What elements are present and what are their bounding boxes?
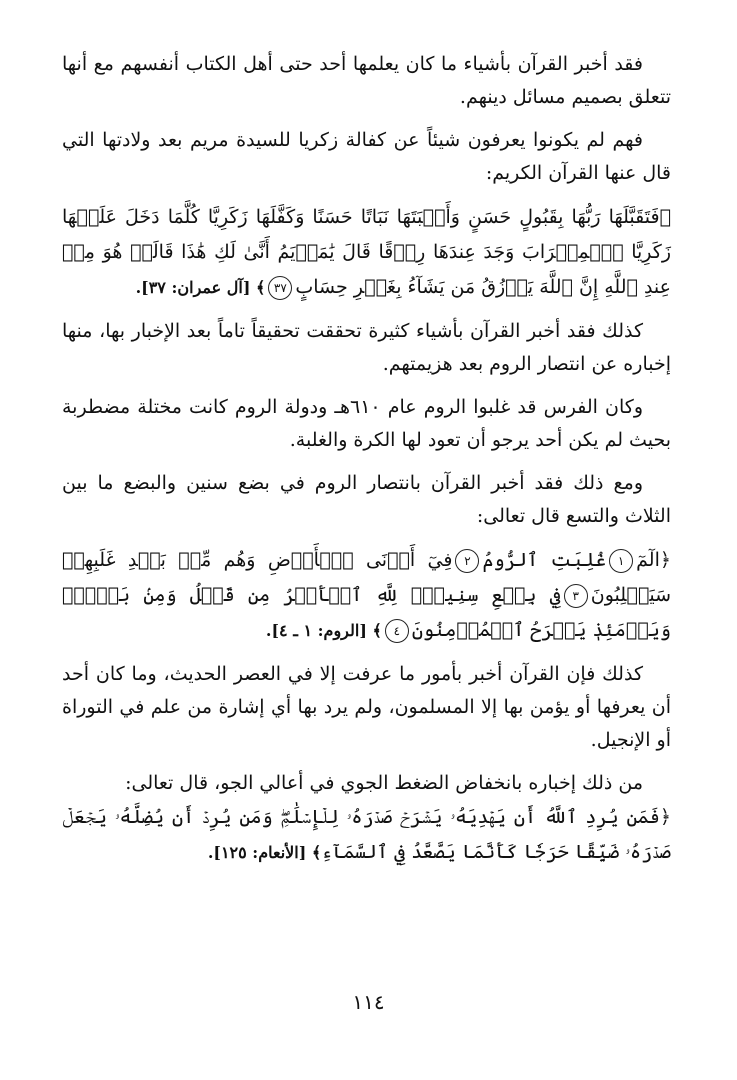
paragraph-7 — [62, 767, 671, 800]
paragraph-1-text: فقد أخبر القرآن بأشياء ما كان يعلمها أحد حتى أهل الكتاب أنفسهم مع أنها تتعلق بصميم مسائل دينهم. — [62, 53, 671, 108]
verse-2-reference: ﴾ [الروم: ١ ـ ٤]. — [265, 621, 382, 640]
paragraph-4-text: وكان الفرس قد غلبوا الروم عام ٦١٠هـ ودولة الروم كانت مختلة مضطربة بحيث لم يكن أحد يرجو أن تعود لها الكرة والغلبة. — [62, 396, 671, 451]
verse-3-text: ﴿فَمَن يُرِدِ ٱللَّهُ أَن يَهۡدِيَهُۥ يَشۡرَحۡ صَدۡرَهُۥ لِلۡإِسۡلَٰمِۖ وَمَن يُرِدۡ أَن يُضِلَّهُۥ يَجۡعَلۡ صَدۡرَهُۥ ضَيِّقًا حَرَجٗا كَأَنَّمَا يَصَّعَّدُ فِي ٱلسَّمَآءِ — [62, 806, 671, 863]
paragraph-6 — [62, 658, 671, 757]
ayah-number-marker: ١ — [609, 549, 633, 573]
verse-2-part-d: فِي بِضۡعِ سِنِينَۗ لِلَّهِ ٱلۡأَمۡرُ مِن قَبۡلُ وَمِنۢ بَعۡدُۚ وَيَوۡمَئِذٖ يَفۡرَحُ ٱلۡمُؤۡمِنُونَ — [62, 584, 671, 641]
ayah-number-marker: ٣ — [564, 584, 588, 608]
verse-1-reference: ﴾ [آل عمران: ٣٧]. — [135, 278, 266, 297]
paragraph-3 — [62, 315, 671, 381]
paragraph-5 — [62, 467, 671, 533]
quran-verse-3 — [62, 800, 671, 870]
ayah-number-marker: ٤ — [385, 619, 409, 643]
paragraph-2-text: فهم لم يكونوا يعرفون شيئاً عن كفالة زكريا للسيدة مريم بعد ولادتها التي قال عنها القرآن الكريم: — [62, 129, 671, 184]
ayah-number-marker: ٣٧ — [268, 276, 292, 300]
verse-2-part-a: ﴿الٓمٓ — [636, 549, 671, 571]
page-number: ١١٤ — [352, 990, 385, 1014]
quran-verse-1 — [62, 200, 671, 305]
quran-verse-2 — [62, 543, 671, 648]
paragraph-1 — [62, 48, 671, 114]
verse-3-reference: ﴾ [الأنعام: ١٢٥]. — [207, 843, 322, 862]
verse-2-part-c: فِيٓ أَدۡنَى ٱلۡأَرۡضِ وَهُم مِّنۢ بَعۡدِ غَلَبِهِمۡ سَيَغۡلِبُونَ — [62, 549, 671, 606]
paragraph-4 — [62, 391, 671, 457]
verse-1-text: ﴿فَتَقَبَّلَهَا رَبُّهَا بِقَبُولٍ حَسَنٍ وَأَنۢبَتَهَا نَبَاتًا حَسَنًا وَكَفَّلَهَا زَكَرِيَّا كُلَّمَا دَخَلَ عَلَيۡهَا زَكَرِيَّا ٱلۡمِحۡرَابَ وَجَدَ عِندَهَا رِزۡقًا قَالَ يَٰمَرۡيَمُ أَنَّىٰ لَكِ هَٰذَا قَالَتۡ هُوَ مِنۡ عِندِ ٱللَّهِ إِنَّ ٱللَّهَ يَرۡزُقُ مَن يَشَآءُ بِغَيۡرِ حِسَابٍ — [62, 206, 671, 298]
paragraph-6-text: كذلك فإن القرآن أخبر بأمور ما عرفت إلا في العصر الحديث، وما كان أحد أن يعرفها أو يؤمن بها إلا المسلمون، ولم يرد بها أي إشارة من علم في التوراة أو الإنجيل. — [62, 663, 671, 751]
paragraph-5-text: ومع ذلك فقد أخبر القرآن بانتصار الروم في بضع سنين والبضع ما بين الثلاث والتسع قال تعالى: — [62, 472, 671, 527]
verse-2-part-b: غُلِبَتِ ٱلرُّومُ — [482, 549, 607, 571]
ayah-number-marker: ٢ — [455, 549, 479, 573]
paragraph-3-text: كذلك فقد أخبر القرآن بأشياء كثيرة تحققت تحقيقاً تاماً بعد الإخبار بها، منها إخباره عن انتصار الروم بعد هزيمتهم. — [62, 320, 671, 375]
paragraph-7-text: من ذلك إخباره بانخفاض الضغط الجوي في أعالي الجو، قال تعالى: — [125, 772, 643, 794]
paragraph-2 — [62, 124, 671, 190]
